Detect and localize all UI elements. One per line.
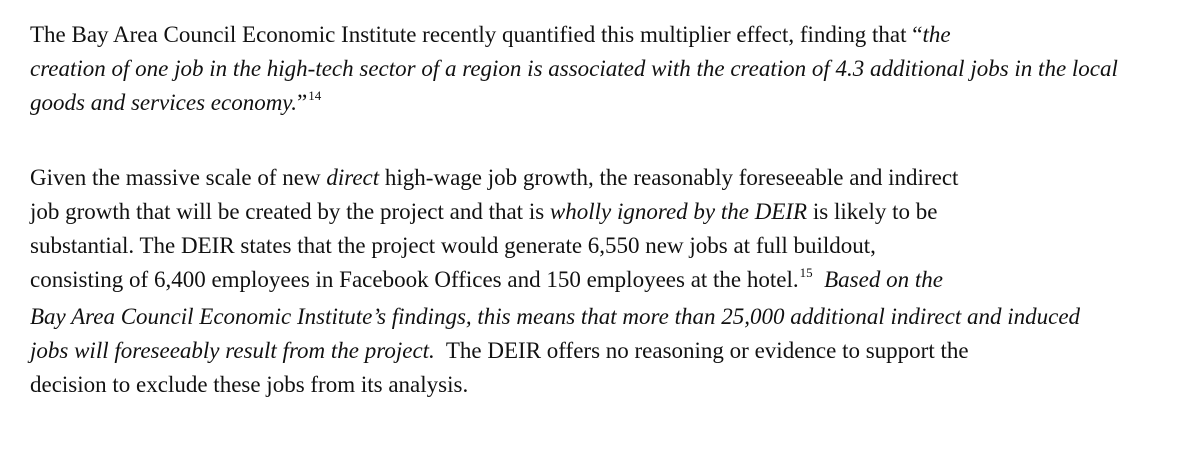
quote-start: the [922,22,951,47]
paragraph2-line4 [30,263,1180,300]
paragraph-indirect-job-growth [30,161,1180,402]
paragraph1-line1-text: The Bay Area Council Economic Institute recently quantified this multiplier effect, finding that “ [30,22,923,47]
paragraph2-line4-italic: Based on the [812,267,943,292]
closing-quote: ” [297,90,308,115]
paragraph2-line1 [30,161,1180,195]
paragraph2-line3: substantial. The DEIR states that the project would generate 6,550 new jobs at full buildout, [30,233,876,258]
paragraph1-line3 [30,86,1180,123]
quote-end: goods and services economy. [30,90,297,115]
document-page [30,18,1180,402]
emphasis-wholly-ignored: wholly ignored by the DEIR [549,199,808,224]
paragraph2-line4-a: consisting of 6,400 employees in Facebook Offices and 150 employees at the hotel. [30,267,799,292]
paragraph-multiplier-effect [30,18,1180,123]
paragraph2-line6-b: The DEIR offers no reasoning or evidence to support the [434,338,969,363]
paragraph2-line2-b: is likely to be [807,199,938,224]
paragraph2-line2-a: job growth that will be created by the project and that is [30,199,550,224]
paragraph2-line1-b: high-wage job growth, the reasonably foreseeable and indirect [379,165,959,190]
paragraph1-line2-quote: creation of one job in the high-tech sector of a region is associated with the creation of 4.3 additional jobs in the local [30,56,1118,81]
emphasis-direct: direct [326,165,380,190]
footnote-ref-14: 14 [308,88,322,103]
paragraph2-line7: decision to exclude these jobs from its analysis. [30,372,469,397]
paragraph2-line5-italic: Bay Area Council Economic Institute’s findings, this means that more than 25,000 additional indirect and induced [30,304,1081,329]
paragraph2-line6-italic: jobs will foreseeably result from the project. [30,338,435,363]
paragraph2-line1-a: Given the massive scale of new [30,165,327,190]
paragraph1-line1 [30,18,1180,52]
paragraph2-line2 [30,195,1180,229]
paragraph2-line6 [30,334,1180,368]
footnote-ref-15: 15 [799,265,813,280]
